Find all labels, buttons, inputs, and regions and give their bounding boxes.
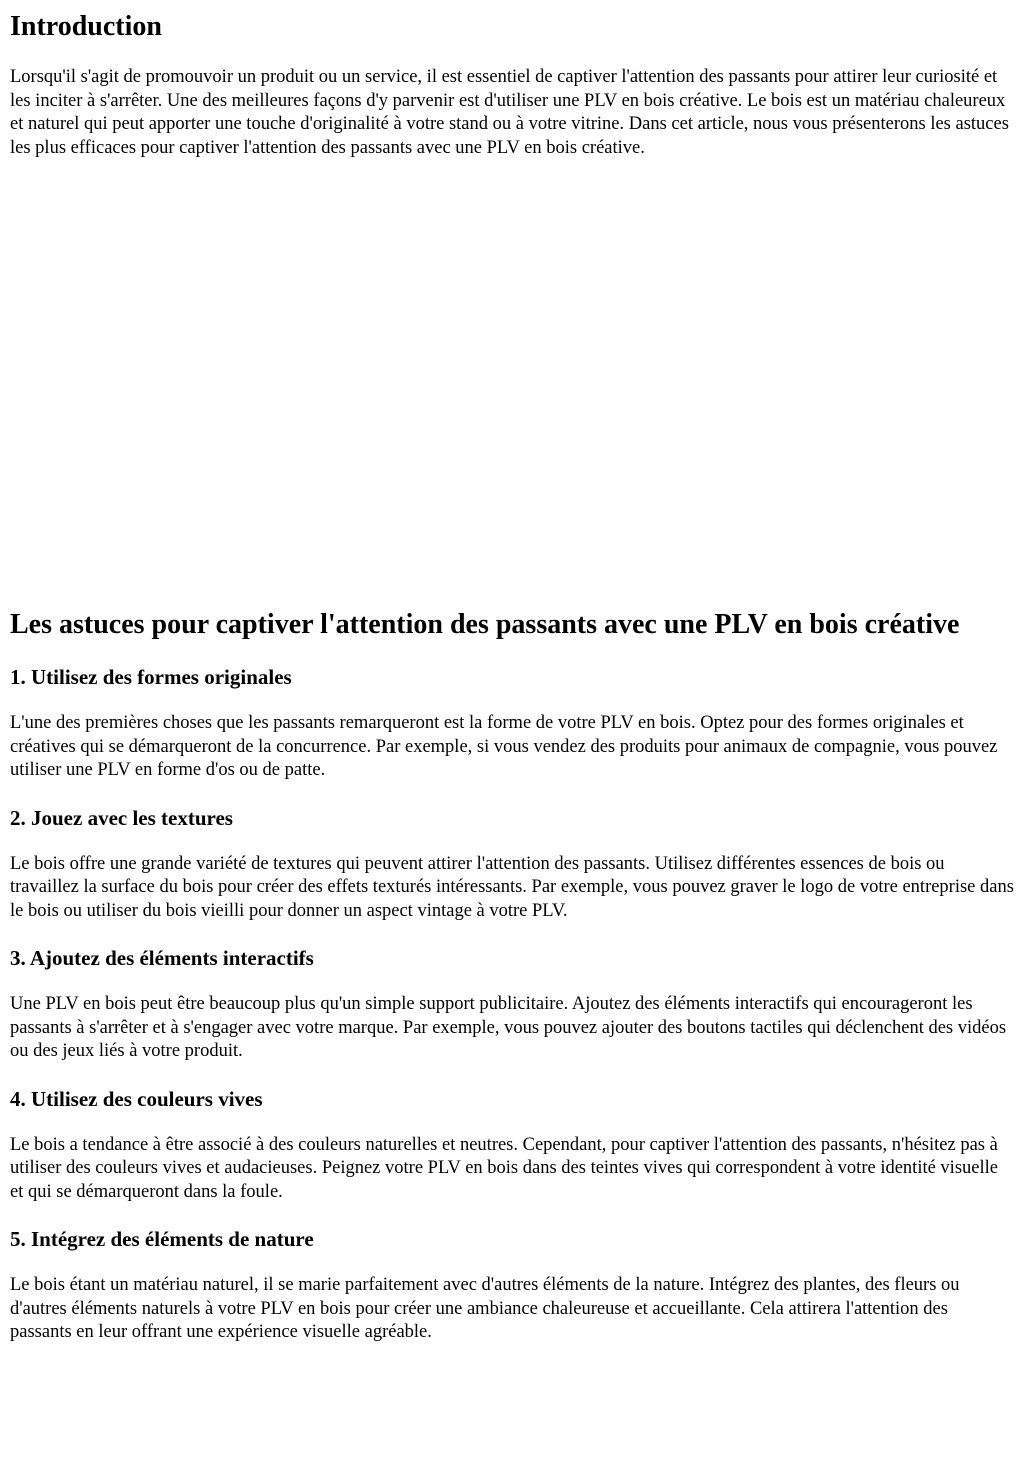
tip-text: L'une des premières choses que les passants remarqueront est la forme de votre PLV en bois. Optez pour des formes originales et créatives qui se démarqueront de la concurrence. Par exemple, si vous vendez des produits pour animaux de compagnie, vous pouvez utiliser une PLV en forme d'os ou de patte.: [10, 713, 998, 780]
tip-title: 2. Jouez avec les textures: [10, 805, 233, 830]
tip-title: 1. Utilisez des formes originales: [10, 665, 292, 689]
tip-5: [10, 1226, 1014, 1345]
introduction-section: [10, 10, 1014, 160]
tip-text: Une PLV en bois peut être beaucoup plus qu'un simple support publicitaire. Ajoutez des éléments interactifs qui encourageront les passants à s'arrêter et à s'engager avec votre marque. Par exemple, vous pouvez ajouter des boutons tactiles qui déclenchent des vidéos ou des jeux liés à votre produit.: [10, 994, 1007, 1061]
tip-title: 3. Ajoutez des éléments interactifs: [10, 946, 314, 970]
introduction-paragraph: Lorsqu'il s'agit de promouvoir un produit ou un service, il est essentiel de captiver l'attention des passants pour attirer leur curiosité et les inciter à s'arrêter. Une des meilleures façons d'y parvenir est d'utiliser une PLV en bois créative. Le bois est un matériau chaleureux et naturel qui peut apporter une touche d'originalité à votre stand ou à votre vitrine. Dans cet article, nous vous présenterons les astuces les plus efficaces pour captiver l'attention des passants avec une PLV en bois créative.: [10, 67, 1009, 158]
tip-text: Le bois a tendance à être associé à des couleurs naturelles et neutres. Cependant, pour captiver l'attention des passants, n'hésitez pas à utiliser des couleurs vives et audacieuses. Peignez votre PLV en bois dans des teintes vives qui correspondent à votre identité visuelle et qui se démarqueront dans la foule.: [10, 1134, 998, 1202]
main-heading: Les astuces pour captiver l'attention des passants avec une PLV en bois créative: [10, 609, 960, 640]
introduction-heading: Introduction: [10, 11, 162, 42]
tip-2: [10, 805, 1014, 924]
tip-title: 5. Intégrez des éléments de nature: [10, 1227, 314, 1251]
tips-section: [10, 608, 1014, 1345]
tip-title: 4. Utilisez des couleurs vives: [10, 1086, 263, 1111]
tip-4: [10, 1086, 1014, 1205]
tip-text: Le bois étant un matériau naturel, il se marie parfaitement avec d'autres éléments de la nature. Intégrez des plantes, des fleurs ou d'autres éléments naturels à votre PLV en bois pour créer une ambiance chaleureuse et accueillante. Cela attirera l'attention des passants en leur offrant une expérience visuelle agréable.: [10, 1275, 960, 1342]
blank-media-placeholder: [10, 160, 1014, 608]
tip-3: [10, 945, 1014, 1064]
tip-text: Le bois offre une grande variété de textures qui peuvent attirer l'attention des passants. Utilisez différentes essences de bois ou travaillez la surface du bois pour créer des effets texturés intéressants. Par exemple, vous pouvez graver le logo de votre entreprise dans le bois ou utiliser du bois vieilli pour donner un aspect vintage à votre PLV.: [10, 853, 1014, 921]
tip-1: [10, 664, 1014, 783]
